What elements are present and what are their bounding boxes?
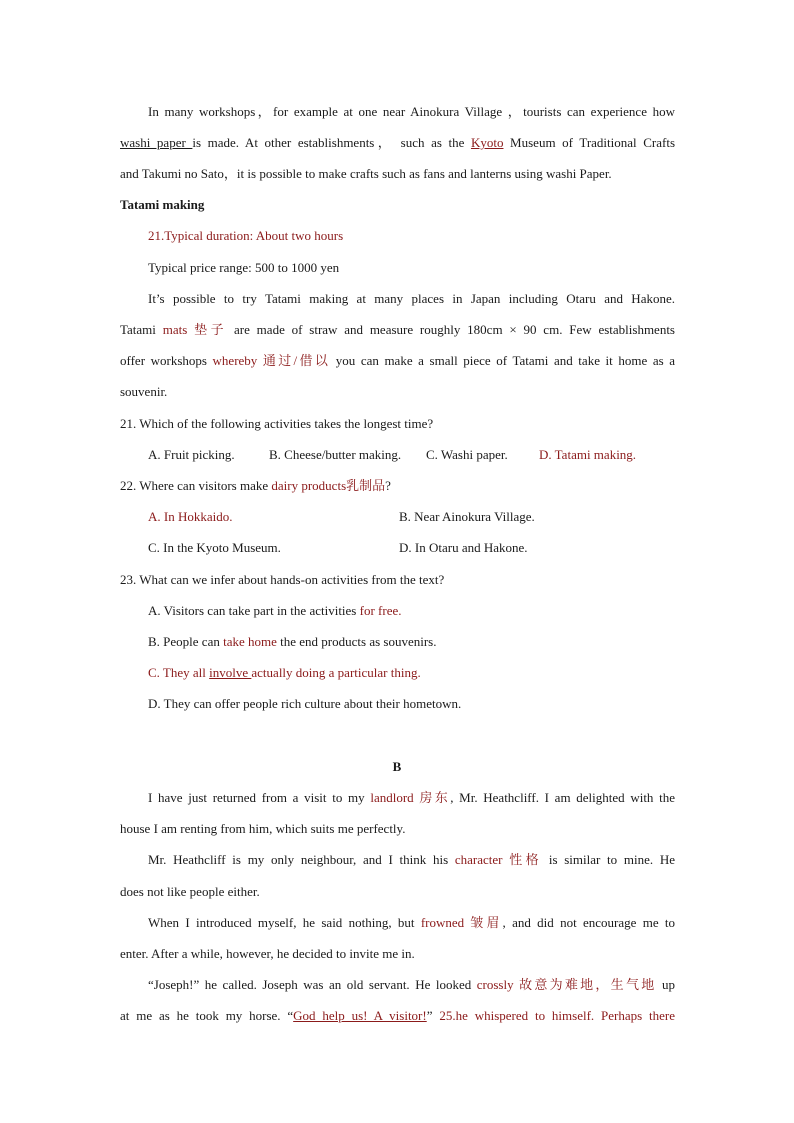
intro-line-2: washi paper is made. At other establishments， such as the Kyoto Museum of Traditional Crafts bbox=[120, 135, 676, 150]
q21-option-c: C. Washi paper. bbox=[426, 447, 508, 462]
b-para-4-line-1: “Joseph!” he called. Joseph was an old servant. He looked crossly 故意为难地，生气地 up bbox=[148, 977, 675, 992]
q22-option-c: C. In the Kyoto Museum. bbox=[148, 540, 281, 555]
q21-option-b: B. Cheese/butter making. bbox=[269, 447, 402, 462]
god-help-us-underlined: God help us! A visitor! bbox=[293, 1008, 427, 1023]
tatami-para-line-2: Tatami mats 垫子 are made of straw and measure roughly 180cm × 90 cm. Few establishments bbox=[120, 322, 675, 337]
take-home-highlight: take home bbox=[223, 634, 277, 649]
involve-underlined: involve bbox=[209, 665, 252, 680]
q22-option-a-answer: A. In Hokkaido. bbox=[148, 509, 233, 524]
tatami-para-line-4: souvenir. bbox=[120, 384, 168, 399]
tatami-para-line-3: offer workshops whereby 通过/借以 you can make a small piece of Tatami and take it home as a bbox=[120, 353, 675, 368]
tatami-duration: 21.Typical duration: About two hours bbox=[148, 228, 344, 243]
frowned-annotation: frowned 皱眉 bbox=[420, 915, 503, 930]
b-para-3-line-1: When I introduced myself, he said nothing, but frowned 皱眉, and did not encourage me to bbox=[148, 915, 676, 930]
q23-option-d: D. They can offer people rich culture about their hometown. bbox=[148, 696, 462, 711]
tatami-price: Typical price range: 500 to 1000 yen bbox=[148, 260, 340, 275]
question-22-options-row-2 bbox=[148, 540, 675, 556]
b-para-1-line-1: I have just returned from a visit to my landlord 房东, Mr. Heathcliff. I am delighted with the bbox=[148, 790, 675, 805]
q21-option-a: A. Fruit picking. bbox=[148, 447, 235, 462]
tatami-para-line-1: It’s possible to try Tatami making at many places in Japan including Otaru and Hakone. bbox=[148, 291, 675, 306]
intro-line-3: and Takumi no Sato，it is possible to make crafts such as fans and lanterns using washi Paper. bbox=[120, 166, 612, 181]
tatami-heading: Tatami making bbox=[120, 197, 205, 212]
landlord-annotation: landlord 房东 bbox=[370, 790, 451, 805]
character-annotation: character 性格 bbox=[454, 852, 543, 867]
question-22: 22. Where can visitors make dairy products乳制品? bbox=[120, 478, 391, 493]
washi-paper-underlined: washi paper bbox=[120, 135, 193, 150]
q22-option-d: D. In Otaru and Hakone. bbox=[399, 540, 528, 555]
q22-option-b: B. Near Ainokura Village. bbox=[399, 509, 535, 524]
q23-option-b: B. People can take home the end products as souvenirs. bbox=[148, 634, 437, 649]
q21-option-d-answer: D. Tatami making. bbox=[539, 447, 637, 462]
b-para-2-line-2: does not like people either. bbox=[120, 884, 260, 899]
dairy-products-annotation: dairy products乳制品 bbox=[271, 478, 386, 493]
question-21-options bbox=[148, 447, 675, 463]
question-25-marker: 25.he whispered to himself. Perhaps there bbox=[439, 1008, 676, 1023]
b-para-2-line-1: Mr. Heathcliff is my only neighbour, and I think his character 性格 is similar to mine. He bbox=[148, 852, 675, 867]
q23-option-a: A. Visitors can take part in the activities for free. bbox=[148, 603, 402, 618]
kyoto-underlined: Kyoto bbox=[470, 135, 504, 150]
b-para-1-line-2: house I am renting from him, which suits me perfectly. bbox=[120, 821, 406, 836]
whereby-annotation: whereby 通过/借以 bbox=[212, 353, 331, 368]
question-21: 21. Which of the following activities takes the longest time? bbox=[120, 416, 434, 431]
section-b-heading: B bbox=[392, 759, 402, 774]
mats-annotation: mats 垫子 bbox=[162, 322, 228, 337]
crossly-annotation: crossly 故意为难地，生气地 bbox=[476, 977, 657, 992]
question-23: 23. What can we infer about hands-on activities from the text? bbox=[120, 572, 445, 587]
intro-line-1: In many workshops，for example at one near Ainokura Village ，tourists can experience how bbox=[148, 104, 675, 119]
for-free-highlight: for free. bbox=[359, 603, 402, 618]
b-para-3-line-2: enter. After a while, however, he decided to invite me in. bbox=[120, 946, 415, 961]
q23-option-c-answer: C. They all involve actually doing a particular thing. bbox=[148, 665, 421, 680]
question-22-options-row-1 bbox=[148, 509, 675, 525]
b-para-4-line-2: at me as he took my horse. “God help us! A visitor!” 25.he whispered to himself. Perhaps there bbox=[120, 1008, 676, 1023]
